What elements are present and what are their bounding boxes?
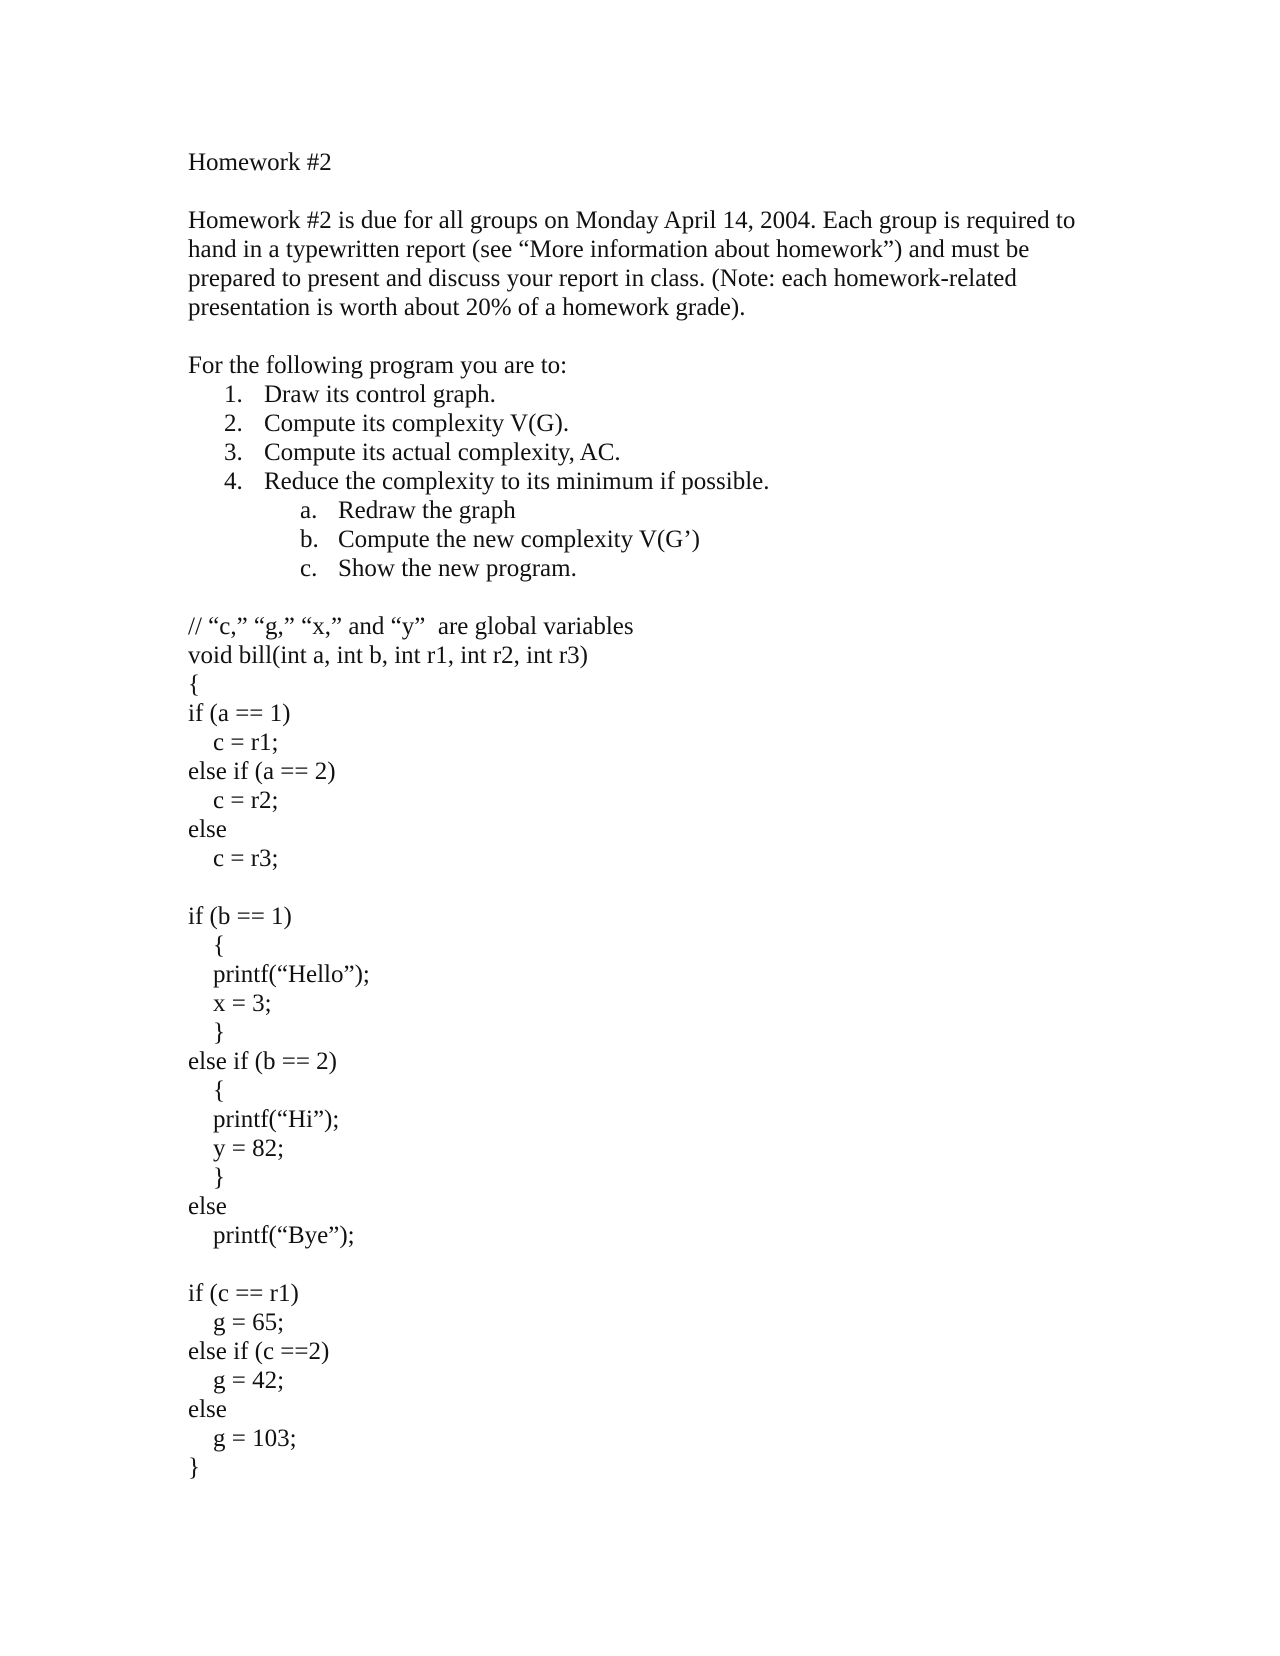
code-line: }	[188, 1454, 200, 1481]
task-number: 4.	[224, 468, 243, 495]
task-lead-text: For the following program you are to:	[188, 352, 568, 379]
task-number: 3.	[224, 439, 243, 466]
task-section	[188, 351, 1108, 583]
intro-line: presentation is worth about 20% of a homework grade).	[188, 294, 746, 321]
intro-paragraph	[188, 206, 1108, 322]
subtask-letter: c.	[300, 555, 318, 582]
subtask-text: Compute the new complexity V(G’)	[338, 526, 700, 553]
task-number: 2.	[224, 410, 243, 437]
code-comment: // “c,” “g,” “x,” and “y” are global variables	[188, 613, 634, 640]
code-line: else if (a == 2)	[188, 758, 336, 785]
task-item	[188, 467, 1108, 496]
task-item	[188, 409, 1108, 438]
code-line: }	[213, 1164, 225, 1191]
code-line: g = 42;	[213, 1367, 285, 1394]
task-text: Draw its control graph.	[264, 381, 496, 408]
code-function-signature: void bill(int a, int b, int r1, int r2, int r3)	[188, 642, 588, 669]
task-list	[188, 380, 1108, 496]
code-line: {	[213, 1077, 225, 1104]
code-line: }	[213, 1019, 225, 1046]
code-line: {	[188, 671, 200, 698]
code-line: y = 82;	[213, 1135, 285, 1162]
code-line: printf(“Hi”);	[213, 1106, 340, 1133]
code-line: else	[188, 816, 227, 843]
code-line: c = r3;	[213, 845, 279, 872]
task-text: Compute its actual complexity, AC.	[264, 439, 621, 466]
intro-line: hand in a typewritten report (see “More information about homework”) and must be	[188, 236, 1030, 263]
subtask-text: Redraw the graph	[338, 497, 516, 524]
subtask-text: Show the new program.	[338, 555, 577, 582]
intro-line: Homework #2 is due for all groups on Monday April 14, 2004. Each group is required to	[188, 207, 1076, 234]
subtask-item	[188, 554, 1108, 583]
code-line: x = 3;	[213, 990, 272, 1017]
intro-line: prepared to present and discuss your report in class. (Note: each homework-related	[188, 265, 1017, 292]
code-line: else	[188, 1193, 227, 1220]
code-line: printf(“Hello”);	[213, 961, 370, 988]
code-line: if (c == r1)	[188, 1280, 299, 1307]
code-line: else if (c ==2)	[188, 1338, 330, 1365]
subtask-list	[188, 496, 1108, 583]
subtask-item	[188, 525, 1108, 554]
code-blank-line	[188, 873, 1108, 902]
code-line: if (a == 1)	[188, 700, 291, 727]
code-line: else if (b == 2)	[188, 1048, 337, 1075]
code-line: printf(“Bye”);	[213, 1222, 355, 1249]
subtask-letter: b.	[300, 526, 319, 553]
document-title: Homework #2	[188, 149, 332, 176]
code-line: g = 65;	[213, 1309, 285, 1336]
code-line: c = r1;	[213, 729, 279, 756]
code-line: else	[188, 1396, 227, 1423]
code-line: g = 103;	[213, 1425, 297, 1452]
task-number: 1.	[224, 381, 243, 408]
code-line: if (b == 1)	[188, 903, 292, 930]
code-line: c = r2;	[213, 787, 279, 814]
code-line: {	[213, 932, 225, 959]
task-text: Compute its complexity V(G).	[264, 410, 570, 437]
subtask-item	[188, 496, 1108, 525]
task-text: Reduce the complexity to its minimum if possible.	[264, 468, 770, 495]
code-blank-line	[188, 1250, 1108, 1279]
code-listing	[188, 612, 1108, 1482]
task-item	[188, 380, 1108, 409]
task-item	[188, 438, 1108, 467]
document-body	[188, 148, 1108, 1482]
subtask-letter: a.	[300, 497, 318, 524]
